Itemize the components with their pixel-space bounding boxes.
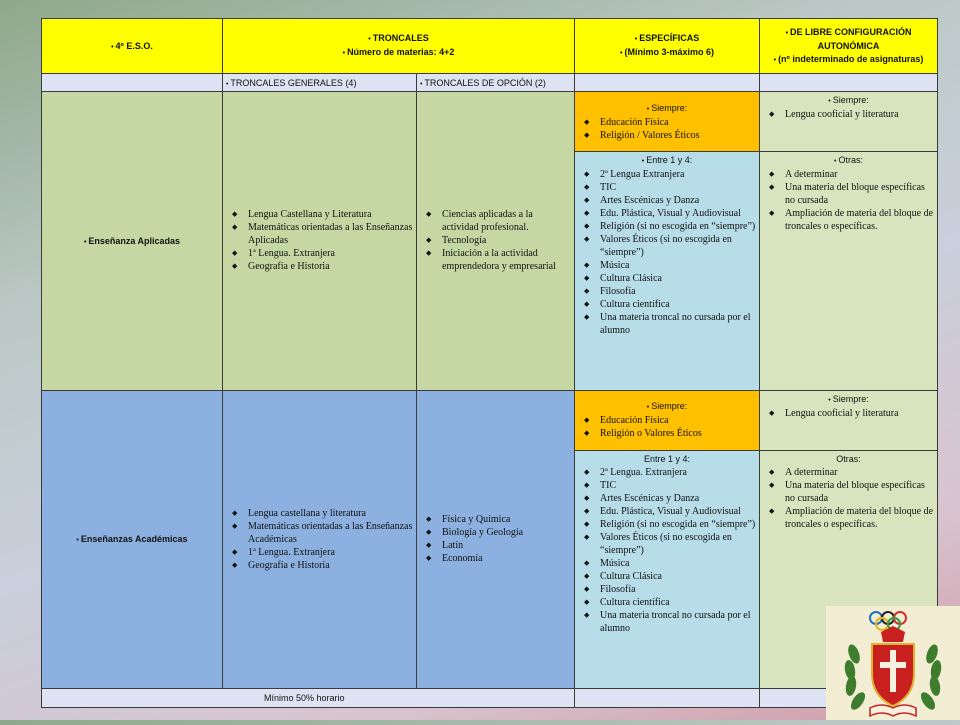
siempre-title-text: • Siempre:: [647, 401, 687, 411]
list-item: ◆ Ampliación de materia del bloque de troncales o específicas.: [763, 207, 934, 233]
aplicadas-row-top: [42, 92, 938, 152]
list-item: ◆ Religión (si no escogida en “siempre”): [578, 518, 756, 531]
aplicadas-entre-title: [578, 154, 756, 168]
course-cell: [42, 19, 223, 74]
list-item: ◆ A determinar: [763, 168, 934, 181]
otras-title-text: Otras:: [836, 453, 861, 464]
entre-title-text: • Entre 1 y 4:: [642, 155, 692, 165]
list-item: ◆ Artes Escénicas y Danza: [578, 492, 756, 505]
academicas-label-cell: [42, 390, 223, 688]
especificas-range: • (Mínimo 3-máximo 6): [578, 46, 756, 60]
list-item: ◆ TIC: [578, 181, 756, 194]
list-item: ◆ Filosofía: [578, 285, 756, 298]
academicas-entre-list: [578, 466, 756, 635]
generales-label: • TRONCALES GENERALES (4): [226, 78, 356, 88]
entre-title-text: Entre 1 y 4:: [644, 453, 691, 464]
opcion-subheader: [417, 74, 575, 92]
course-label: • 4º E.S.O.: [111, 41, 153, 51]
footer-row: [42, 688, 938, 707]
especificas-title: • ESPECÍFICAS: [578, 32, 756, 46]
list-item: ◆ Economía: [420, 552, 571, 565]
list-item: ◆ 2ª Lengua. Extranjera: [578, 466, 756, 479]
academicas-otras-title: [763, 453, 934, 466]
minimo-horario: Mínimo 50% horario: [264, 692, 345, 703]
academicas-libre-siempre-list: [763, 407, 934, 420]
academicas-libre-siempre-cell: [760, 390, 938, 450]
list-item: ◆ Música: [578, 259, 756, 272]
list-item: ◆ Educación Física: [578, 414, 756, 427]
academicas-generales-cell: [223, 390, 417, 688]
otras-title-text: • Otras:: [834, 155, 863, 165]
list-item: ◆ Matemáticas orientadas a las Enseñanzas Aplicadas: [226, 221, 413, 247]
academicas-siempre-cell: [575, 390, 760, 450]
academicas-siempre-title: [578, 400, 756, 414]
list-item: ◆ Biología y Geología: [420, 526, 571, 539]
aplicadas-otras-list: [763, 168, 934, 233]
generales-subheader: [223, 74, 417, 92]
list-item: ◆ 1ª Lengua. Extranjera: [226, 546, 413, 559]
academicas-entre-cell: [575, 450, 760, 688]
list-item: ◆ Lengua Castellana y Literatura: [226, 208, 413, 221]
list-item: ◆ Valores Éticos (si no escogida en “siempre”): [578, 531, 756, 557]
academicas-opcion-cell: [417, 390, 575, 688]
academicas-label: • Enseñanzas Académicas: [76, 534, 187, 544]
academicas-siempre-list: [578, 414, 756, 440]
aplicadas-libre-siempre-cell: [760, 92, 938, 152]
list-item: ◆ TIC: [578, 479, 756, 492]
aplicadas-siempre-list: [578, 116, 756, 142]
list-item: ◆ Ampliación de materia del bloque de troncales o específicas.: [763, 505, 934, 531]
aplicadas-label: • Enseñanza Aplicadas: [84, 236, 180, 246]
academicas-otras-list: [763, 466, 934, 531]
aplicadas-opcion-cell: [417, 92, 575, 390]
list-item: ◆ 1ª Lengua. Extranjera: [226, 247, 413, 260]
school-crest-logo: [826, 606, 960, 720]
aplicadas-entre-list: [578, 168, 756, 337]
list-item: ◆ Música: [578, 557, 756, 570]
aplicadas-libre-siempre-title: [763, 94, 934, 108]
list-item: ◆ Lengua cooficial y literatura: [763, 108, 934, 121]
libre-siempre-title-text: • Siempre:: [828, 394, 868, 404]
list-item: ◆ Religión o Valores Éticos: [578, 427, 756, 440]
list-item: ◆ Filosofía: [578, 583, 756, 596]
list-item: ◆ Religión / Valores Éticos: [578, 129, 756, 142]
academicas-entre-title: [578, 453, 756, 466]
list-item: ◆ Lengua cooficial y literatura: [763, 407, 934, 420]
academicas-opcion-list: [420, 513, 571, 565]
footer-empty-1: [575, 688, 760, 707]
minimo-cell: [42, 688, 575, 707]
subheader-empty-3: [760, 74, 938, 92]
list-item: ◆ Educación Física: [578, 116, 756, 129]
libre-siempre-title-text: • Siempre:: [828, 95, 868, 105]
list-item: ◆ 2ª Lengua Extranjera: [578, 168, 756, 181]
list-item: ◆ Una materia del bloque específicas no cursada: [763, 181, 934, 207]
academicas-libre-siempre-title: [763, 393, 934, 407]
siempre-title-text: • Siempre:: [647, 103, 687, 113]
troncales-title: • TRONCALES: [226, 32, 571, 46]
list-item: ◆ Cultura Clásica: [578, 272, 756, 285]
aplicadas-opcion-list: [420, 208, 571, 273]
subjects-table: [41, 18, 938, 708]
academicas-row-top: [42, 390, 938, 450]
list-item: ◆ Valores Éticos (si no escogida en “siempre”): [578, 233, 756, 259]
list-item: ◆ Edu. Plástica, Visual y Audiovisual: [578, 207, 756, 220]
subheader-empty-2: [575, 74, 760, 92]
list-item: ◆ Geografía e Historia: [226, 260, 413, 273]
troncales-count: • Número de materias: 4+2: [226, 46, 571, 60]
list-item: ◆ Iniciación a la actividad emprendedora y empresarial: [420, 247, 571, 273]
aplicadas-generales-cell: [223, 92, 417, 390]
libre-header: [760, 19, 938, 74]
list-item: ◆ Ciencias aplicadas a la actividad profesional.: [420, 208, 571, 234]
libre-title: • DE LIBRE CONFIGURACIÓN AUTONÓMICA: [763, 26, 934, 53]
aplicadas-libre-siempre-list: [763, 108, 934, 121]
subheader-row: [42, 74, 938, 92]
aplicadas-generales-list: [226, 208, 413, 273]
aplicadas-siempre-title: [578, 102, 756, 116]
especificas-header: [575, 19, 760, 74]
list-item: ◆ Una materia troncal no cursada por el alumno: [578, 311, 756, 337]
list-item: ◆ Cultura científica: [578, 596, 756, 609]
list-item: ◆ Una materia troncal no cursada por el alumno: [578, 609, 756, 635]
list-item: ◆ Una materia del bloque específicas no cursada: [763, 479, 934, 505]
list-item: ◆ Matemáticas orientadas a las Enseñanzas Académicas: [226, 520, 413, 546]
list-item: ◆ Geografía e Historia: [226, 559, 413, 572]
opcion-label: • TRONCALES DE OPCIÓN (2): [420, 78, 546, 88]
aplicadas-entre-cell: [575, 152, 760, 390]
list-item: ◆ Tecnología: [420, 234, 571, 247]
list-item: ◆ Religión (si no escogida en “siempre”): [578, 220, 756, 233]
list-item: ◆ Cultura Clásica: [578, 570, 756, 583]
header-row: [42, 19, 938, 74]
list-item: ◆ Cultura científica: [578, 298, 756, 311]
aplicadas-label-cell: [42, 92, 223, 390]
crest-emblem: [826, 606, 960, 720]
list-item: ◆ Edu. Plástica, Visual y Audiovisual: [578, 505, 756, 518]
subheader-empty-1: [42, 74, 223, 92]
academicas-generales-list: [226, 507, 413, 572]
aplicadas-siempre-cell: [575, 92, 760, 152]
list-item: ◆ Artes Escénicas y Danza: [578, 194, 756, 207]
aplicadas-otras-title: [763, 154, 934, 168]
aplicadas-otras-cell: [760, 152, 938, 390]
troncales-header: [223, 19, 575, 74]
list-item: ◆ A determinar: [763, 466, 934, 479]
libre-count: • (nº indeterminado de asignaturas): [763, 53, 934, 67]
list-item: ◆ Lengua castellana y literatura: [226, 507, 413, 520]
list-item: ◆ Latín: [420, 539, 571, 552]
list-item: ◆ Física y Química: [420, 513, 571, 526]
